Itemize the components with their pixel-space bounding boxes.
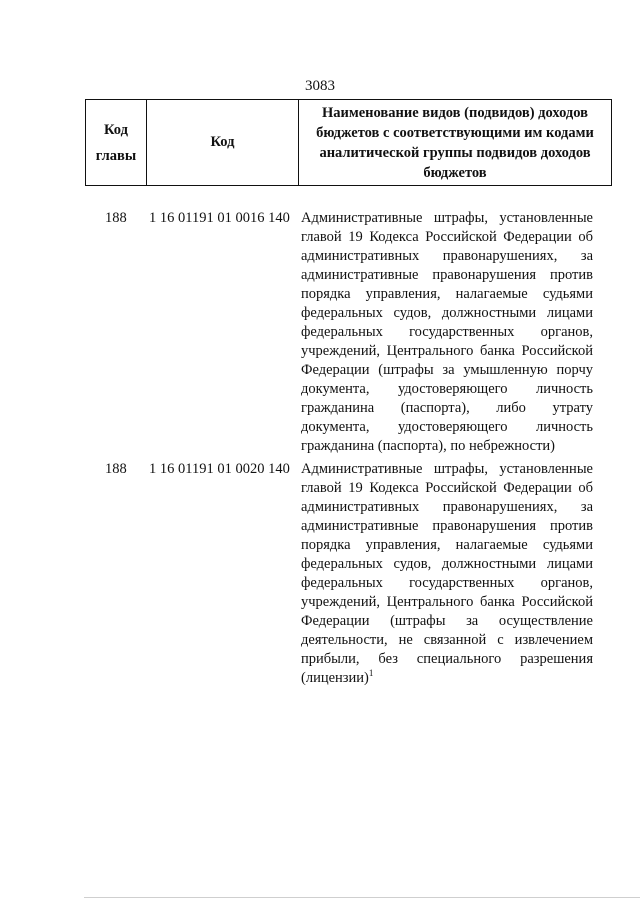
description-line: Административные штрафы, установленные [301, 210, 593, 226]
header-chapter-code [86, 100, 147, 186]
description-line: федеральных судов, должностными лицами [301, 556, 593, 572]
description-line: федеральных государственных органов, [301, 324, 593, 340]
header-code: Код [147, 100, 299, 186]
header-name-line2: бюджетов с соответствующими им кодами [316, 124, 594, 141]
description-line: федеральных судов, должностными лицами [301, 305, 593, 321]
row-chapter-code: 188 [105, 210, 127, 226]
row-description [301, 460, 593, 688]
table-header [85, 99, 612, 186]
description-line: Федерации (штрафы за осуществление [301, 613, 593, 629]
description-line: административных правонарушениях, за [301, 248, 593, 264]
description-line: федеральных государственных органов, [301, 575, 593, 591]
description-line: гражданина (паспорта), либо утрату [301, 400, 593, 416]
footnote-mark: 1 [368, 668, 374, 679]
description-line: административные правонарушения против [301, 267, 593, 283]
description-line: (лицензии) [301, 670, 369, 686]
description-line: документа, удостоверяющего личность [301, 381, 593, 397]
description-line: административных правонарушениях, за [301, 499, 593, 515]
description-line: учреждений, Центрального банка Российской [301, 343, 593, 359]
description-last-line [301, 669, 593, 688]
page-number: 3083 [305, 78, 335, 94]
page-edge-rule [84, 897, 640, 898]
description-line: деятельности, не связанной с извлечением [301, 632, 593, 648]
description-line: гражданина (паспорта), по небрежности) [301, 438, 556, 454]
header-name-line1: Наименование видов (подвидов) доходов [321, 104, 588, 121]
row-description [301, 209, 593, 456]
description-line: главой 19 Кодекса Российской Федерации об [301, 480, 593, 496]
description-line: учреждений, Центрального банка Российской [301, 594, 593, 610]
description-line: главой 19 Кодекса Российской Федерации об [301, 229, 593, 245]
description-line: прибыли, без специального разрешения [301, 651, 593, 667]
description-line: административные правонарушения против [301, 518, 593, 534]
description-line: порядка управления, налагаемые судьями [301, 286, 593, 302]
description-line: документа, удостоверяющего личность [301, 419, 593, 435]
description-line: Федерации (штрафы за умышленную порчу [301, 362, 593, 378]
row-code: 1 16 01191 01 0020 140 [149, 461, 290, 477]
header-name [299, 100, 612, 186]
header-name-line4: бюджетов [423, 164, 487, 181]
header-name-line3: аналитической группы подвидов доходов [319, 144, 591, 161]
description-line: Административные штрафы, установленные [301, 461, 593, 477]
header-chapter-code-line2: главы [95, 147, 137, 164]
header-chapter-code-line1: Код [104, 121, 128, 138]
row-code: 1 16 01191 01 0016 140 [149, 210, 290, 226]
row-chapter-code: 188 [105, 461, 127, 477]
description-line: порядка управления, налагаемые судьями [301, 537, 593, 553]
